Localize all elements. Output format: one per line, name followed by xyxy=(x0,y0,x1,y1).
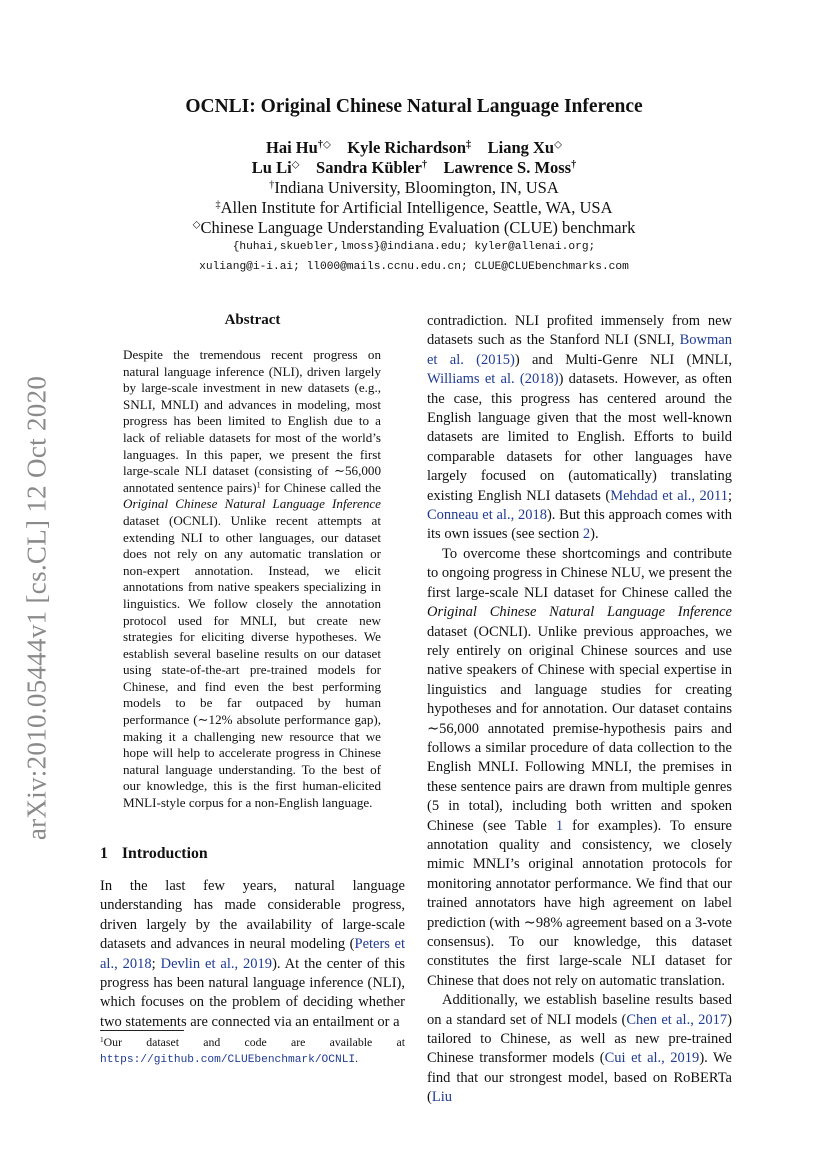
body-paragraph xyxy=(427,991,732,1107)
affiliation-text: Chinese Language Understanding Evaluation (CLUE) benchmark xyxy=(200,218,636,237)
affiliation xyxy=(0,178,828,198)
body-text: ). At the center of this progress has been natural language inference (NLI), which focuses on the problem of deciding whether two statements are connected via an entailment or a xyxy=(100,955,406,1030)
abstract-text: Despite the tremendous recent progress on natural language inference (NLI), driven largely by large-scale investment in new datasets (e.g., SNLI, MNLI) and advances in modeling, most progress has been limited to English due to a lack of reliable datasets for most of the world’s languages. In this paper, we present the first large-scale NLI dataset (consisting of ∼56,000 annotated sentence pairs) xyxy=(123,347,381,495)
author-mark: ◇ xyxy=(554,139,562,151)
affiliation-text: Indiana University, Bloomington, IN, USA xyxy=(274,178,559,197)
author-mark: †◇ xyxy=(317,139,331,151)
citation-link[interactable]: Peters et al., 2018 xyxy=(100,936,405,972)
right-column xyxy=(427,312,732,1108)
body-text: ; xyxy=(151,955,161,972)
dataset-name: Original Chinese Natural Language Inference xyxy=(123,496,381,512)
affiliation-mark: † xyxy=(269,179,275,191)
body-text: Additionally, we establish baseline results based on a standard set of NLI models ( xyxy=(427,992,732,1028)
citation-link[interactable]: Chen et al., 2017 xyxy=(626,1011,728,1028)
body-text: ; xyxy=(727,487,733,504)
author-mark: ‡ xyxy=(466,139,472,151)
citation-link[interactable]: Conneau et al., 2018 xyxy=(427,507,547,524)
body-text: dataset (OCNLI). Unlike previous approaches, we rely entirely on original Chinese sources and use native speakers of Chinese with special expertise in linguistics and language studies for creating hypotheses and for annotation. Our dataset contains ∼56,000 annotated premise-hypothesis pairs and follows a similar procedure of data collection to the English MNLI. Following MNLI, the premises in these sentence pairs are drawn from multiple genres (5 in total), including both written and spoken Chinese (see Table xyxy=(427,623,732,834)
arxiv-stamp xyxy=(12,365,62,850)
table-ref-link[interactable]: 1 xyxy=(555,817,564,834)
footnote-mark: 1 xyxy=(256,480,261,490)
author-mark: † xyxy=(571,159,577,171)
footnote-rule xyxy=(100,1030,184,1031)
section-heading xyxy=(100,845,208,863)
author-line-1 xyxy=(0,138,828,158)
intro-paragraph xyxy=(100,877,405,1032)
body-text: ) datasets. However, as often the case, this progress has centered around the English language given that the most well-known datasets are limited to English. Efforts to build comparable datasets for other languages have largely focused on (automatically) translating existing English NLI datasets ( xyxy=(427,371,732,504)
affiliation-mark: ‡ xyxy=(215,199,221,211)
abstract-heading: Abstract xyxy=(224,312,281,328)
body-text: ) tailored to Chinese, as well as new pre-trained Chinese transformer models ( xyxy=(427,1011,732,1067)
body-paragraph xyxy=(427,545,732,991)
author-line-2 xyxy=(0,158,828,178)
citation-link[interactable]: Bowman et al. (2015) xyxy=(427,332,732,368)
footnote-url-link[interactable]: https://github.com/CLUEbenchmark/OCNLI xyxy=(100,1053,356,1066)
affiliation-text: Allen Institute for Artificial Intelligence, Seattle, WA, USA xyxy=(220,198,613,217)
section-ref-link[interactable]: 2 xyxy=(582,526,591,543)
author-name: Sandra Kübler xyxy=(316,158,422,177)
dataset-name: Original Chinese Natural Language Inference xyxy=(427,604,732,621)
author-mark: ◇ xyxy=(291,159,300,171)
citation-link[interactable]: Cui et al., 2019 xyxy=(604,1050,700,1067)
body-text: ). We find that our strongest model, based on RoBERTa ( xyxy=(427,1050,732,1106)
body-paragraph xyxy=(427,312,732,545)
citation-link[interactable]: Liu xyxy=(431,1089,452,1106)
email-line: xuliang@i-i.ai; ll000@mails.ccnu.edu.cn; CLUE@CLUEbenchmarks.com xyxy=(199,261,629,273)
author-name: Liang Xu xyxy=(487,138,555,157)
body-text: for examples). To ensure annotation quality and consistency, we closely mimic MNLI’s original annotation protocols for monitoring annotator performance. We find that our trained annotators have high agreement on label prediction (with ∼98% agreement based on a 3-vote consensus). To our knowledge, this dataset constitutes the first large-scale NLI dataset for Chinese that does not rely on automatic translation. xyxy=(427,817,732,989)
body-text: ). xyxy=(590,526,599,543)
author-name: Lu Li xyxy=(251,158,292,177)
abstract-text: for Chinese called the xyxy=(260,479,381,495)
paper-title: OCNLI: Original Chinese Natural Language Inference xyxy=(185,96,643,117)
affiliation xyxy=(0,218,828,238)
abstract-text: dataset (OCNLI). Unlike recent attempts at extending NLI to other languages, our dataset does not rely on any automatic translation or non-expert annotation. Instead, we elicit annotations from native speakers specializing in linguistics. We follow closely the annotation protocol used for MNLI, but create new strategies for eliciting diverse hypotheses. We establish several baseline results on our dataset using state-of-the-art pre-trained models for Chinese, and find even the best performing models to be far outpaced by human performance (∼12% absolute performance gap), making it a challenging new resource that we hope will help to accelerate progress in Chinese natural language understanding. To the best of our knowledge, this is the first human-elicited MNLI-style corpus for a non-English language. xyxy=(123,512,381,811)
section-number: 1 xyxy=(100,845,108,862)
abstract-body xyxy=(123,347,381,812)
footnote-mark: 1 xyxy=(100,1034,104,1044)
affiliation xyxy=(0,198,828,218)
arxiv-stamp-text: arXiv:2010.05444v1 [cs.CL] 12 Oct 2020 xyxy=(21,375,52,840)
author-name: Lawrence S. Moss xyxy=(443,158,572,177)
body-text: In the last few years, natural language understanding has made considerable progress, driven largely by the availability of large-scale datasets and advances in neural modeling ( xyxy=(100,878,405,953)
body-text: To overcome these shortcomings and contribute to ongoing progress in Chinese NLU, we present the first large-scale NLI dataset for Chinese called the xyxy=(427,545,732,601)
email-line: {huhai,skuebler,lmoss}@indiana.edu; kyler@allenai.org; xyxy=(232,241,596,253)
affiliation-mark: ◇ xyxy=(192,219,201,231)
footnote xyxy=(100,1035,405,1068)
author-name: Kyle Richardson xyxy=(347,138,467,157)
author-mark: † xyxy=(421,159,428,171)
section-title: Introduction xyxy=(121,845,208,862)
body-text: contradiction. NLI profited immensely from new datasets such as the Stanford NLI (SNLI, xyxy=(427,313,732,349)
body-text: ). But this approach comes with its own issues (see section xyxy=(427,507,733,543)
body-text: ) and Multi-Genre NLI (MNLI, xyxy=(514,351,732,368)
footnote-text: Our dataset and code are available at xyxy=(103,1035,405,1049)
citation-link[interactable]: Mehdad et al., 2011 xyxy=(610,487,728,504)
citation-link[interactable]: Williams et al. (2018) xyxy=(427,371,559,388)
citation-link[interactable]: Devlin et al., 2019 xyxy=(160,955,273,972)
footnote-text: . xyxy=(355,1050,359,1065)
author-name: Hai Hu xyxy=(266,138,318,157)
